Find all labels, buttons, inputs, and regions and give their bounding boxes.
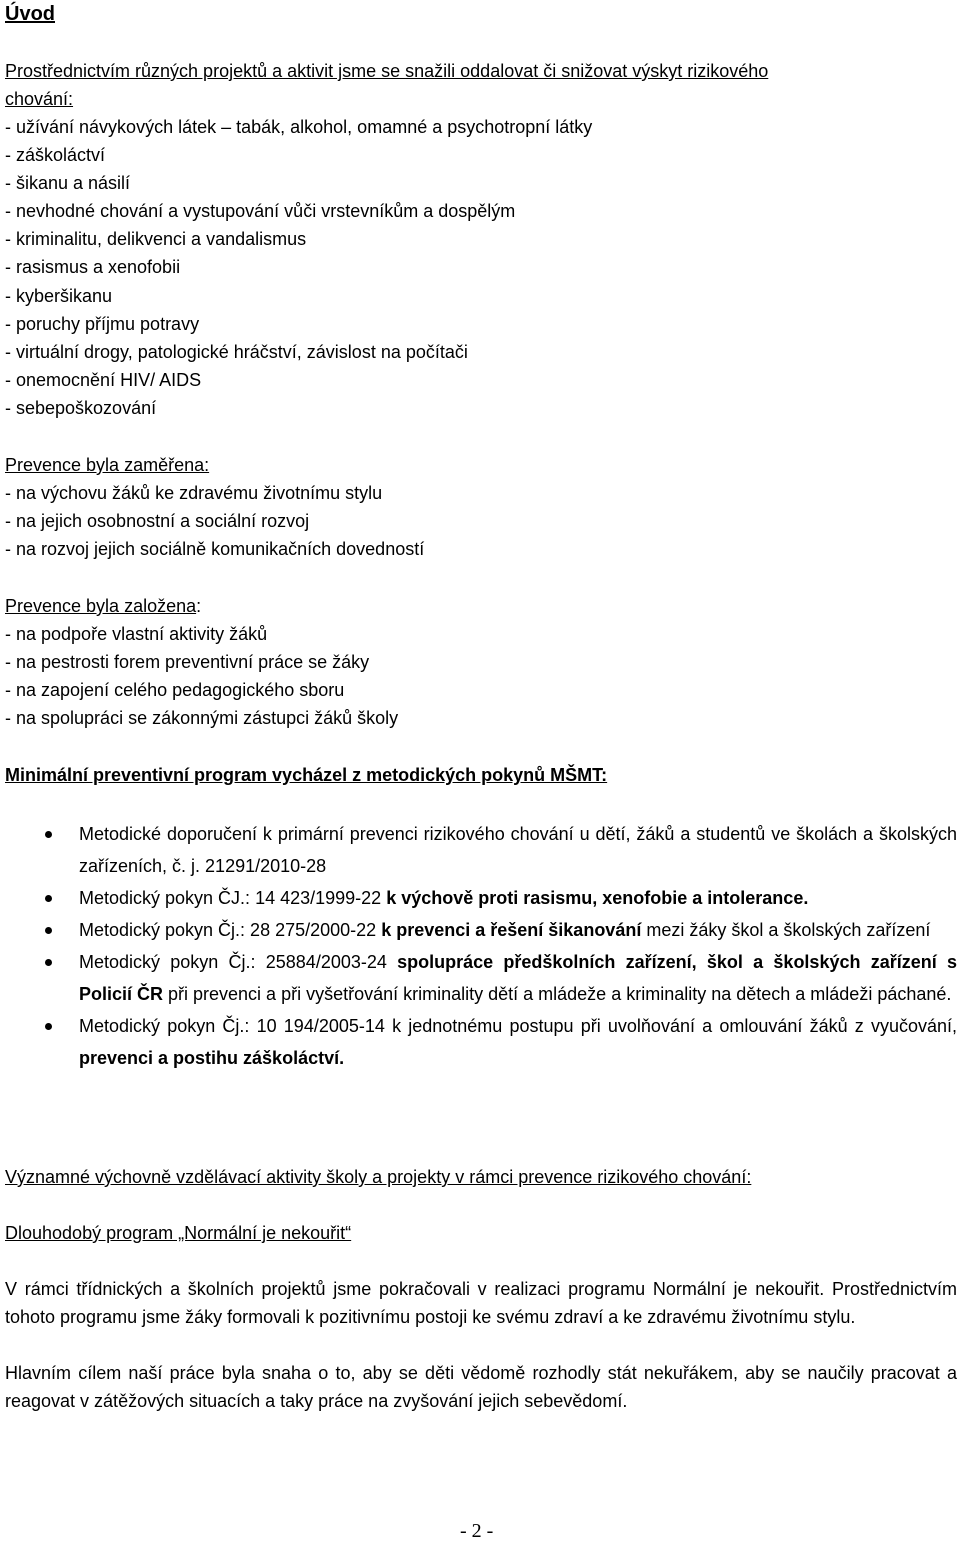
program-heading: Minimální preventivní program vycházel z metodických pokynů MŠMT: xyxy=(5,765,608,785)
risk-item: - šikanu a násilí xyxy=(5,173,131,193)
bullet-icon xyxy=(45,927,52,934)
page-number: - 2 - xyxy=(460,1520,494,1542)
guideline-bold-text: spolupráce předškolních zařízení, škol a školských zařízení s Policií ČR xyxy=(79,952,957,1004)
guideline-bold-text: k výchově proti rasismu, xenofobie a intolerance. xyxy=(386,888,809,908)
guideline-bold-text: prevenci a postihu záškoláctví. xyxy=(79,1048,345,1068)
basis-item: - na podpoře vlastní aktivity žáků xyxy=(5,624,268,644)
aim-item: - na jejich osobnostní a sociální rozvoj xyxy=(5,511,310,531)
activities-heading: Významné výchovně vzdělávací aktivity školy a projekty v rámci prevence rizikového chování: xyxy=(5,1167,752,1187)
intro-lead-line-1: Prostřednictvím různých projektů a aktivit jsme se snažili oddalovat či snižovat výskyt rizikového xyxy=(5,61,769,81)
basis-item: - na zapojení celého pedagogického sboru xyxy=(5,680,345,700)
risk-item: - virtuální drogy, patologické hráčství, závislost na počítači xyxy=(5,342,468,362)
basis-item: - na pestrosti forem preventivní práce se žáky xyxy=(5,652,370,672)
guideline-text: Metodický pokyn Čj.: 25884/2003-24 xyxy=(79,952,398,972)
guideline-bold-text: k prevenci a řešení šikanování xyxy=(381,920,642,940)
guideline-text: Metodické doporučení k primární prevenci rizikového chování u dětí, žáků a studentů ve školách a školských zařízeních, č. j. 21291/2010-28 xyxy=(79,824,957,876)
risk-item: - onemocnění HIV/ AIDS xyxy=(5,370,202,390)
page-title: Úvod xyxy=(5,3,55,25)
program-paragraph: V rámci třídnických a školních projektů jsme pokračovali v realizaci programu Normální je nekouřit. Prostřednictvím tohoto programu jsme žáky formovali k pozitivnímu postoji ke svému zdraví a ke zdravému životnímu stylu. xyxy=(5,1279,957,1327)
basis-heading-text: Prevence byla založena xyxy=(5,596,197,616)
intro-lead-line-2: chování: xyxy=(5,89,74,109)
guideline-item xyxy=(5,914,957,946)
bullet-icon xyxy=(45,1023,52,1030)
aim-item: - na výchovu žáků ke zdravému životnímu stylu xyxy=(5,483,383,503)
guideline-text: Metodický pokyn Čj.: 10 194/2005-14 k jednotnému postupu při uvolňování a omlouvání žáků z vyučování, xyxy=(79,1016,957,1036)
guideline-tail-text: mezi žáky škol a školských zařízení xyxy=(641,920,931,940)
guideline-text: Metodický pokyn Čj.: 28 275/2000-22 xyxy=(79,920,382,940)
guideline-item xyxy=(5,818,957,882)
goal-paragraph: Hlavním cílem naší práce byla snaha o to, aby se děti vědomě rozhodly stát nekuřákem, aby se naučily pracovat a reagovat v zátěžových situacích a taky práce na zvyšování jejich sebevědomí. xyxy=(5,1363,957,1411)
guideline-tail-text: při prevenci a při vyšetřování kriminality dětí a mládeže a kriminality na dětech a mládeži páchané. xyxy=(163,984,952,1004)
aim-item: - na rozvoj jejich sociálně komunikačních dovedností xyxy=(5,539,425,559)
basis-item: - na spolupráci se zákonnými zástupci žáků školy xyxy=(5,708,399,728)
risk-item: - užívání návykových látek – tabák, alkohol, omamné a psychotropní látky xyxy=(5,117,593,137)
guideline-item xyxy=(5,946,957,1010)
risk-item: - poruchy příjmu potravy xyxy=(5,314,200,334)
bullet-icon xyxy=(45,959,52,966)
risk-item: - nevhodné chování a vystupování vůči vrstevníkům a dospělým xyxy=(5,201,516,221)
risk-item: - rasismus a xenofobii xyxy=(5,257,181,277)
bullet-icon xyxy=(45,831,52,838)
bullet-icon xyxy=(45,895,52,902)
basis-heading-colon: : xyxy=(196,596,202,616)
guideline-item xyxy=(5,882,957,914)
guideline-item xyxy=(5,1010,957,1074)
risk-item: - záškoláctví xyxy=(5,145,106,165)
long-program-heading: Dlouhodobý program „Normální je nekouřit“ xyxy=(5,1223,352,1243)
guideline-text: Metodický pokyn ČJ.: 14 423/1999-22 xyxy=(79,888,387,908)
aim-heading: Prevence byla zaměřena: xyxy=(5,455,210,475)
guidelines-list xyxy=(5,818,957,1074)
risk-item: - kriminalitu, delikvenci a vandalismus xyxy=(5,229,307,249)
risk-item: - sebepoškozování xyxy=(5,398,157,418)
risk-item: - kyberšikanu xyxy=(5,286,113,306)
basis-heading xyxy=(5,592,201,620)
